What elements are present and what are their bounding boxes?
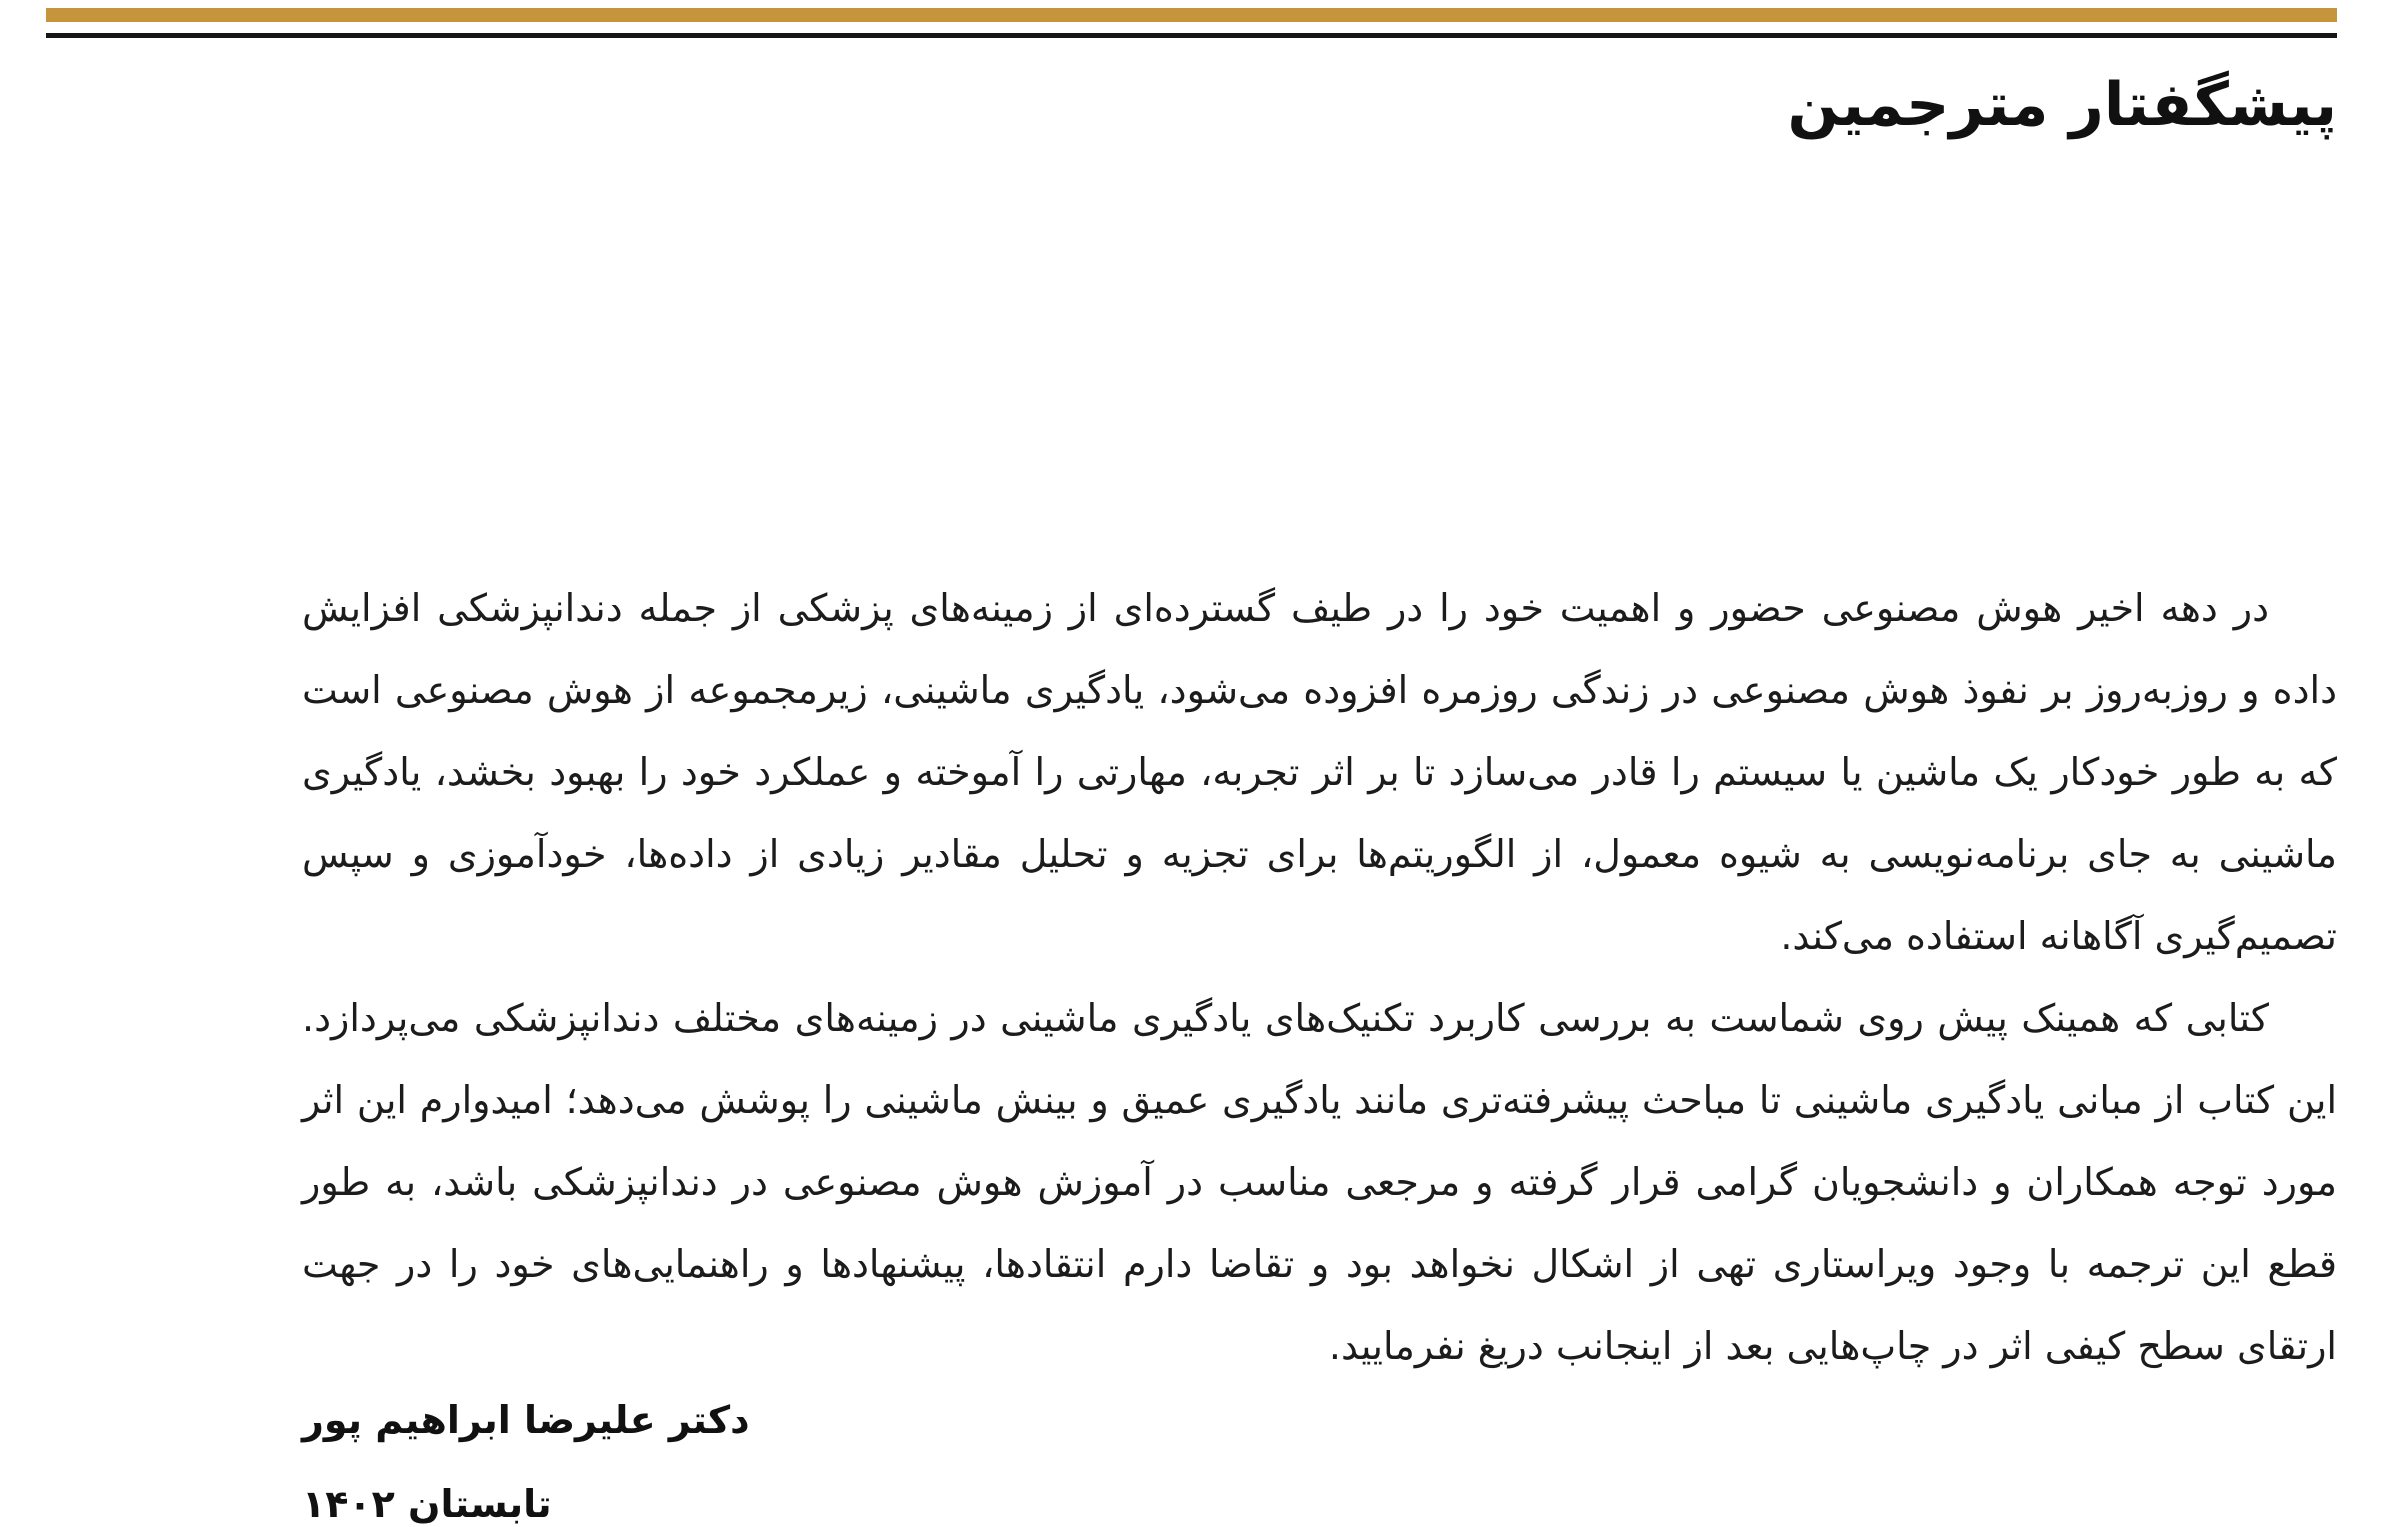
- signature-block: [302, 1378, 750, 1527]
- preface-paragraph-2: کتابی که همینک پیش روی شماست به بررسی کاربرد تکنیک‌های یادگیری ماشینی در زمینه‌های مختلف دندانپزشکی می‌پردازد. این کتاب از مبانی یادگیری ماشینی تا مباحث پیشرفته‌تری مانند یادگیری عمیق و بینش ماشینی را پوشش می‌دهد؛ امیدوارم این اثر مورد توجه همکاران و دانشجویان گرامی قرار گرفته و مرجعی مناسب در آموزش هوش مصنوعی در دندانپزشکی باشد، به طور قطع این ترجمه با وجود ویراستاری تهی از اشکال نخواهد بود و تقاضا دارم انتقادها، پیشنهادها و راهنمایی‌های خود را در جهت ارتقای سطح کیفی اثر در چاپ‌هایی بعد از اینجانب دریغ نفرمایید.: [302, 996, 2337, 1368]
- accent-bar: [46, 8, 2337, 22]
- preface-body: [302, 567, 2337, 1387]
- signature-name: دکتر علیرضا ابراهیم پور: [302, 1398, 750, 1442]
- page-title: پیشگفتار مترجمین: [1787, 70, 2337, 140]
- preface-paragraph-1: در دهه اخیر هوش مصنوعی حضور و اهمیت خود را در طیف گسترده‌ای از زمینه‌های پزشکی از جمله دندانپزشکی افزایش داده و روزبه‌روز بر نفوذ هوش مصنوعی در زندگی روزمره افزوده می‌شود، یادگیری ماشینی، زیرمجموعه از هوش مصنوعی است که به طور خودکار یک ماشین یا سیستم را قادر می‌سازد تا بر اثر تجربه، مهارتی را آموخته و عملکرد خود را بهبود بخشد، یادگیری ماشینی به جای برنامه‌نویسی به شیوه معمول، از الگوریتم‌ها برای تجزیه و تحلیل مقادیر زیادی از داده‌ها، خودآموزی و سپس تصمیم‌گیری آگاهانه استفاده می‌کند.: [302, 586, 2337, 958]
- title-rule: [46, 33, 2337, 38]
- signature-date: تابستان ۱۴۰۲: [302, 1482, 552, 1526]
